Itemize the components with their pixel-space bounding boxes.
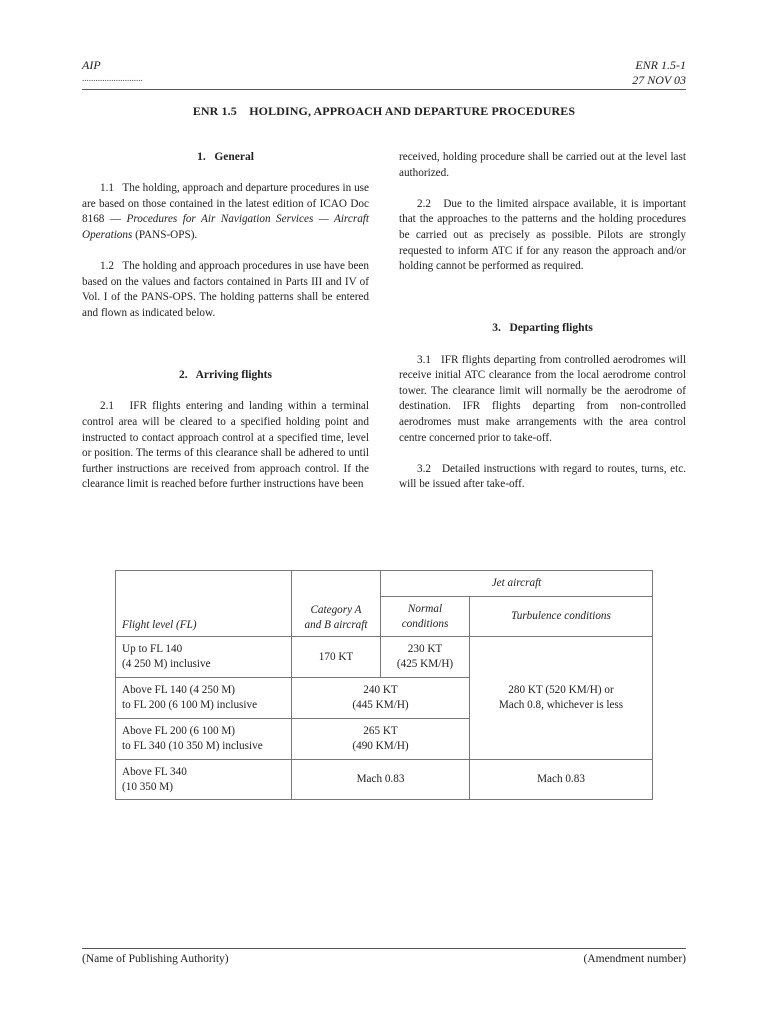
row-1-normal-line1: 230 KT [407,643,443,655]
footer-rule [82,948,686,949]
header-dots: ........................... [82,73,143,83]
spacer [82,337,369,368]
paragraph-3-2: 3.2 Detailed instructions with regard to routes, turns, etc. will be issued after take-off. [399,462,689,491]
row-3-flight-level-line1: Above FL 200 (6 100 M) [122,725,236,737]
footer-publishing-authority: (Name of Publishing Authority) [82,953,229,965]
row-1-category-ab: 170 KT [292,637,381,678]
paragraph-1-1-end: (PANS-OPS). [132,228,198,241]
header-aip: AIP [82,58,101,72]
header-rule [82,89,686,90]
col-header-flight-level: Flight level (FL) [116,571,292,637]
col-header-category-line2: and B aircraft [304,619,368,631]
row-1-flight-level-line1: Up to FL 140 [122,643,183,655]
table-row [116,637,653,678]
section-heading-general: 1. General [197,151,254,163]
col-header-normal [381,597,470,637]
paragraph-1-1 [82,181,372,243]
paragraph-1-2: 1.2 The holding and approach procedures in use have been based on the values and factors contained in Parts III and IV of Vol. I of the PANS-OPS. The holding patterns shall be entered and flown as indicated below. [82,260,372,319]
row-4-turbulence: Mach 0.83 [470,760,653,800]
table-row [116,760,653,800]
row-2-flight-level [116,678,292,719]
col-header-turbulence: Turbulence conditions [470,597,653,637]
turbulence-line2: Mach 0.8, whichever is less [498,699,624,711]
col-header-category-ab [292,571,381,637]
paragraph-3-1: 3.1 IFR flights departing from controlled aerodromes will receive initial ATC clearance from the local aerodrome control tower. The clearance limit will normally be the aerodrome of destination. IFR flights departing from non-controlled aerodromes must make arrangements with the area control centre concerned prior to take-off. [399,353,689,444]
row-4-flight-level [116,760,292,800]
spacer [399,290,686,321]
col-header-jet-aircraft: Jet aircraft [381,571,653,597]
paragraph-1-1-doc-title: Procedures for Air Navigation Services — Aircraft Operations [82,213,372,241]
col-header-category-line1: Category A [310,604,362,616]
right-column [399,150,689,508]
paragraph-2-2: 2.2 Due to the limited airspace available, it is important that the approaches to the patterns and the holding procedures be carried out as precisely as possible. Pilots are strongly requested to inform ATC if for any reason the approach and/or holding cannot be performed as required. [399,197,689,273]
row-1-flight-level [116,637,292,678]
row-3-flight-level-line2: to FL 340 (10 350 M) inclusive [122,740,263,752]
row-2-speed [292,678,470,719]
row-1-normal [381,637,470,678]
row-1-normal-line2: (425 KM/H) [396,658,454,670]
row-3-speed-line1: 265 KT [363,725,398,737]
row-3-flight-level [116,719,292,760]
footer-amendment-number: (Amendment number) [583,953,686,965]
section-heading-departing: 3. Departing flights [492,322,593,335]
row-2-speed-line1: 240 KT [363,684,398,696]
turbulence-merged-cell [470,637,653,760]
paragraph-2-1-continued: received, holding procedure shall be carried out at the level last authorized. [399,151,689,179]
col-header-normal-line2: conditions [401,617,449,630]
row-2-flight-level-line1: Above FL 140 (4 250 M) [122,684,236,696]
row-1-flight-level-line2: (4 250 M) inclusive [122,658,211,670]
row-4-flight-level-line2: (10 350 M) [122,780,173,793]
row-2-speed-line2: (445 KM/H) [352,699,409,711]
table-header-row-1 [116,571,653,597]
row-4-flight-level-line1: Above FL 340 [122,765,187,778]
paragraph-1-1-start: 1.1 The holding, approach and departure procedures in use are based on those contained in the latest edition of ICAO Doc 8168 — [82,182,372,226]
page-title: ENR 1.5 HOLDING, APPROACH AND DEPARTURE PROCEDURES [192,104,576,118]
turbulence-line1: 280 KT (520 KM/H) or [508,684,614,696]
header-date: 27 NOV 03 [632,73,686,87]
holding-speeds-table [115,570,653,800]
row-3-speed-line2: (490 KM/H) [352,740,409,752]
section-heading-arriving: 2. Arriving flights [179,369,272,382]
header-page-number: ENR 1.5-1 [635,58,686,72]
col-header-normal-line1: Normal [407,602,443,615]
paragraph-2-1: 2.1 IFR flights entering and landing within a terminal control area will be cleared to a specified holding point and instructed to contact approach control at a specified time, level or position. The terms of this clearance shall be adhered to until further instructions are received from approach control. If the clearance limit is reached before further instructions have been [82,400,372,491]
row-3-speed [292,719,470,760]
row-4-speed: Mach 0.83 [292,760,470,800]
row-2-flight-level-line2: to FL 200 (6 100 M) inclusive [122,699,258,711]
header-page-info [632,58,686,88]
left-column [82,150,372,492]
